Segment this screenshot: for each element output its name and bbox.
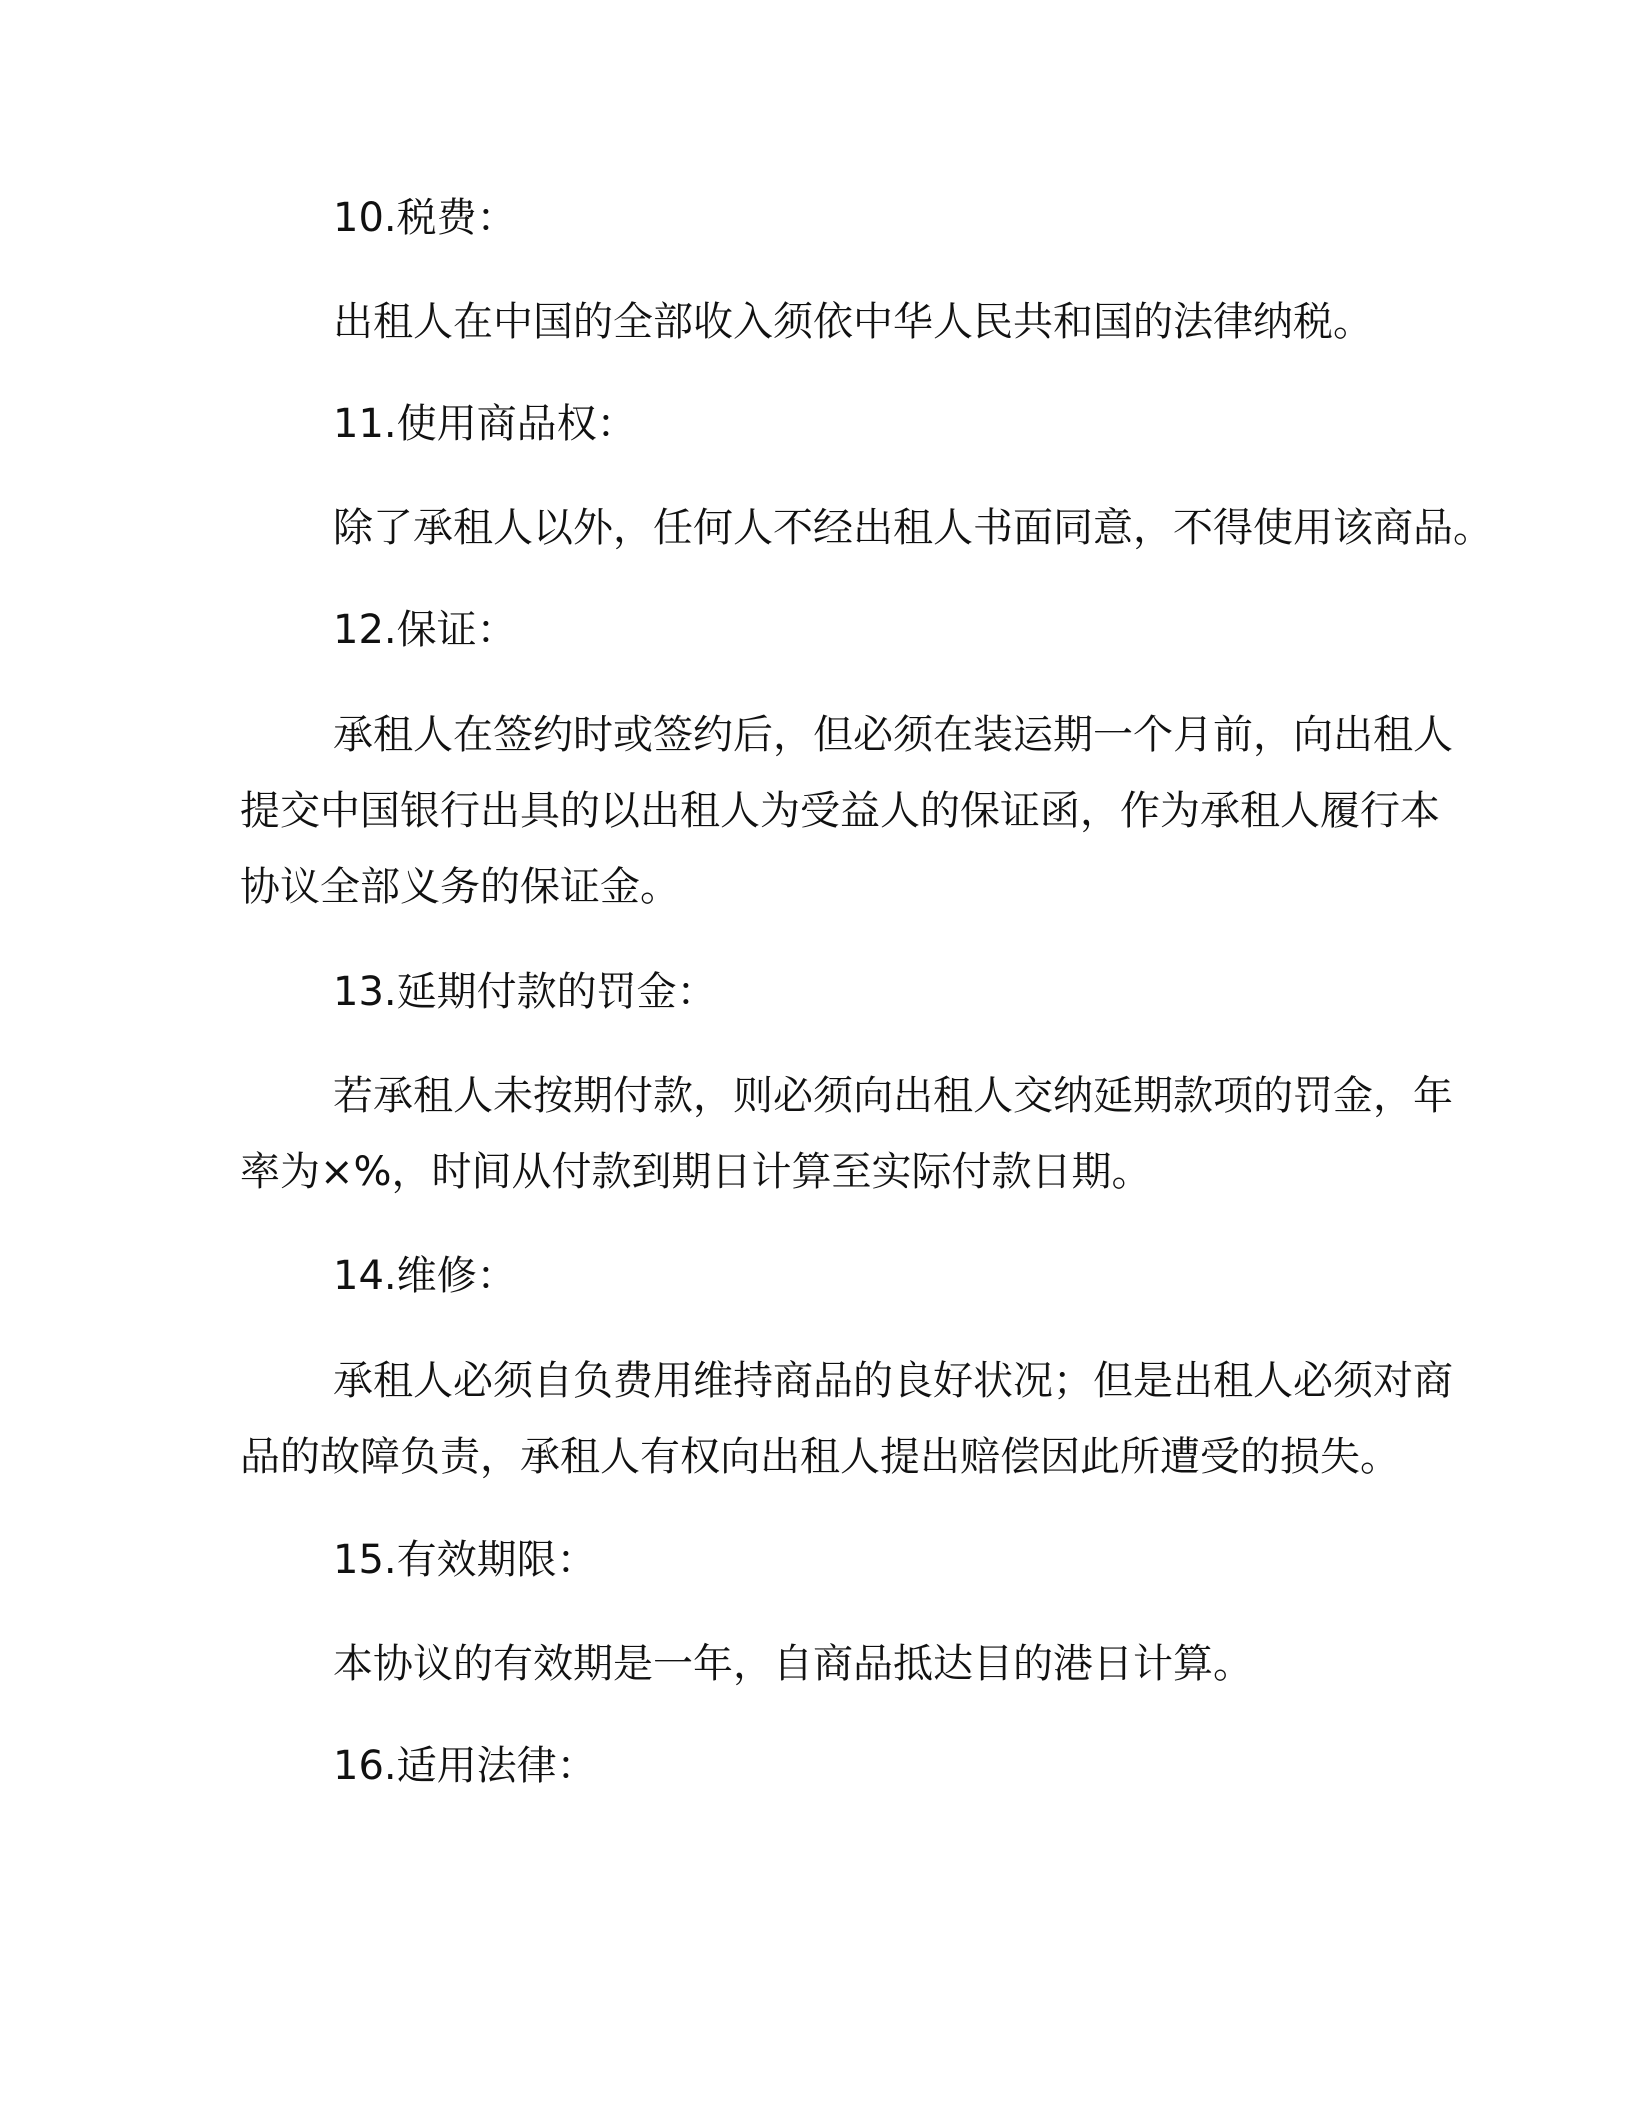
section-heading-16: 16.适用法律： (333, 1743, 597, 1789)
section-text-12-line-1: 承租人在签约时或签约后，但必须在装运期一个月前，向出租人 (333, 712, 1453, 758)
section-heading-14: 14.维修： (333, 1253, 517, 1299)
section-text-14-line-1: 承租人必须自负费用维持商品的良好状况；但是出租人必须对商 (333, 1358, 1453, 1404)
section-heading-11: 11.使用商品权： (333, 401, 637, 447)
section-text-10-line-1: 出租人在中国的全部收入须依中华人民共和国的法律纳税。 (333, 299, 1373, 345)
section-heading-10: 10.税费： (333, 195, 517, 241)
section-text-13-line-2: 率为×%，时间从付款到期日计算至实际付款日期。 (240, 1149, 1152, 1195)
section-text-14-line-2: 品的故障负责，承租人有权向出租人提出赔偿因此所遭受的损失。 (240, 1434, 1400, 1480)
section-text-12-line-3: 协议全部义务的保证金。 (240, 864, 680, 910)
section-text-13-line-1: 若承租人未按期付款，则必须向出租人交纳延期款项的罚金，年 (333, 1073, 1453, 1119)
section-text-11-line-1: 除了承租人以外，任何人不经出租人书面同意，不得使用该商品。 (333, 505, 1493, 551)
section-heading-15: 15.有效期限： (333, 1537, 597, 1583)
section-heading-13: 13.延期付款的罚金： (333, 969, 717, 1015)
section-heading-12: 12.保证： (333, 607, 517, 653)
section-text-15-line-1: 本协议的有效期是一年，自商品抵达目的港日计算。 (333, 1641, 1253, 1687)
section-text-12-line-2: 提交中国银行出具的以出租人为受益人的保证函，作为承租人履行本 (240, 788, 1440, 834)
